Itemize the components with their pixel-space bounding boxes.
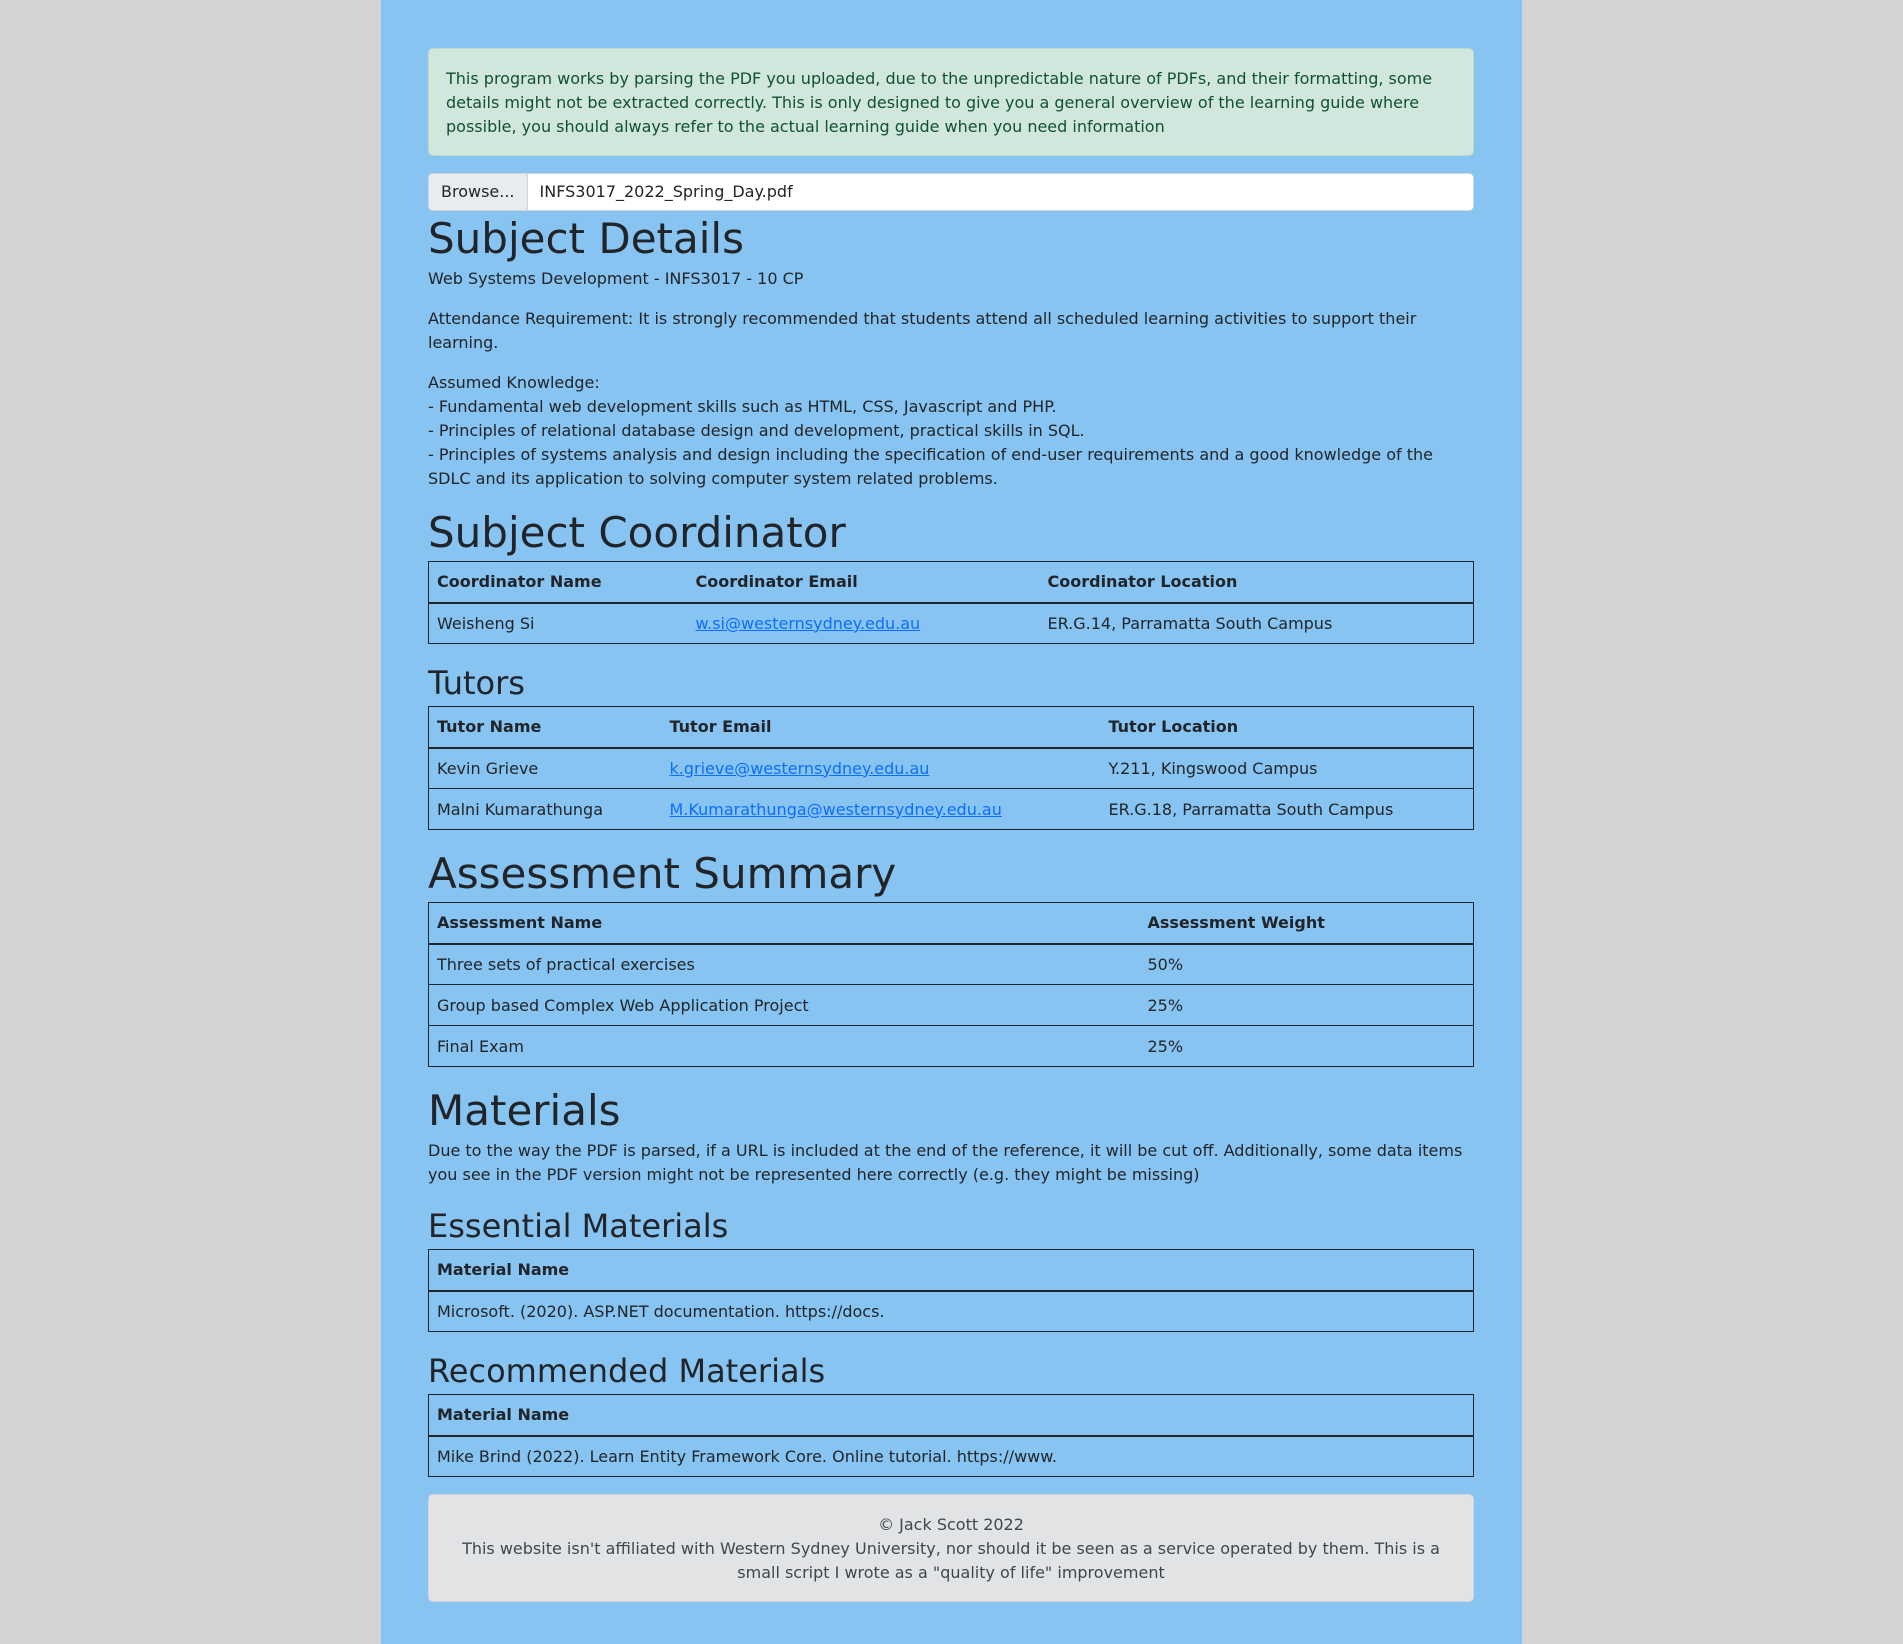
column-header: Coordinator Name [429,562,688,603]
column-header: Coordinator Email [688,562,1040,603]
pdf-file-input[interactable] [428,173,1474,211]
recommended-materials-table [428,1394,1474,1477]
essential-materials-table [428,1249,1474,1332]
main-container [428,48,1474,1602]
tutor-name: Kevin Grieve [429,748,662,789]
tutor-location: ER.G.18, Parramatta South Campus [1101,789,1474,830]
info-alert: This program works by parsing the PDF you uploaded, due to the unpredictable nature of PDFs, and their formatting, some details might not be extracted correctly. This is only designed to give you a general overview of the learning guide where possible, you should always refer to the actual learning guide when you need information [428,48,1474,156]
assessment-weight: 50% [1140,944,1474,985]
column-header: Assessment Weight [1140,903,1474,944]
assessment-name: Final Exam [429,1026,1140,1067]
table-row [429,748,1474,789]
column-header: Coordinator Location [1040,562,1474,603]
column-header: Material Name [429,1395,1474,1436]
assessment-summary-heading: Assessment Summary [428,849,897,898]
column-header: Tutor Name [429,707,662,748]
recommended-materials-heading: Recommended Materials [428,1352,826,1390]
tutor-email-link[interactable]: M.Kumarathunga@westernsydney.edu.au [669,799,1002,819]
footer-disclaimer: This website isn't affiliated with Western Sydney University, nor should it be seen as a service operated by them. This is a small script I wrote as a "quality of life" improvement [462,1539,1440,1582]
table-row [429,985,1474,1026]
assumed-knowledge [428,371,1474,491]
selected-file-name[interactable]: INFS3017_2022_Spring_Day.pdf [539,182,793,201]
materials-heading: Materials [428,1086,621,1135]
assessment-name: Three sets of practical exercises [429,944,1140,985]
table-row [429,1436,1474,1477]
coordinator-email-link[interactable]: w.si@westernsydney.edu.au [695,613,921,633]
table-header-row [429,1250,1474,1291]
table-row [429,1291,1474,1332]
tutor-email-cell [662,789,1101,830]
assumed-knowledge-item: - Fundamental web development skills such as HTML, CSS, Javascript and PHP. [428,397,1057,416]
subject-line: Web Systems Development - INFS3017 - 10 CP [428,269,804,288]
essential-materials-heading: Essential Materials [428,1207,729,1245]
subject-coordinator-heading: Subject Coordinator [428,508,846,557]
table-header-row [429,1395,1474,1436]
table-header-row [429,707,1474,748]
tutor-email-link[interactable]: k.grieve@westernsydney.edu.au [669,758,930,778]
tutor-email-cell [662,748,1101,789]
coordinator-name: Weisheng Si [429,603,688,644]
browse-button[interactable]: Browse... [429,174,528,210]
column-header: Tutor Email [662,707,1101,748]
tutor-location: Y.211, Kingswood Campus [1101,748,1474,789]
assumed-knowledge-item: - Principles of relational database design and development, practical skills in SQL. [428,421,1085,440]
assessment-weight: 25% [1140,985,1474,1026]
coordinator-table [428,561,1474,644]
tutor-name: Malni Kumarathunga [429,789,662,830]
tutors-table [428,706,1474,830]
column-header: Material Name [429,1250,1474,1291]
coordinator-email-cell [688,603,1040,644]
page [381,0,1522,1644]
material-name: Mike Brind (2022). Learn Entity Framework Core. Online tutorial. https://www. [429,1436,1474,1477]
table-row [429,789,1474,830]
materials-note: Due to the way the PDF is parsed, if a URL is included at the end of the reference, it will be cut off. Additionally, some data items you see in the PDF version might not be represented here correctly (e.g. they might be missing) [428,1141,1463,1184]
tutors-heading: Tutors [428,664,525,702]
table-header-row [429,903,1474,944]
assessment-weight: 25% [1140,1026,1474,1067]
material-name: Microsoft. (2020). ASP.NET documentation. https://docs. [429,1291,1474,1332]
column-header: Tutor Location [1101,707,1474,748]
assessment-name: Group based Complex Web Application Project [429,985,1140,1026]
table-row [429,1026,1474,1067]
subject-details-heading: Subject Details [428,214,744,263]
table-row [429,603,1474,644]
coordinator-location: ER.G.14, Parramatta South Campus [1040,603,1474,644]
footer [428,1494,1474,1602]
assessment-table [428,902,1474,1067]
table-row [429,944,1474,985]
assumed-knowledge-label: Assumed Knowledge: [428,373,600,392]
footer-copyright: © Jack Scott 2022 [878,1515,1024,1534]
assumed-knowledge-item: - Principles of systems analysis and design including the specification of end-user requirements and a good knowledge of the SDLC and its application to solving computer system related problems. [428,445,1433,488]
attendance-requirement: Attendance Requirement: It is strongly recommended that students attend all scheduled learning activities to support their learning. [428,309,1417,352]
table-header-row [429,562,1474,603]
column-header: Assessment Name [429,903,1140,944]
